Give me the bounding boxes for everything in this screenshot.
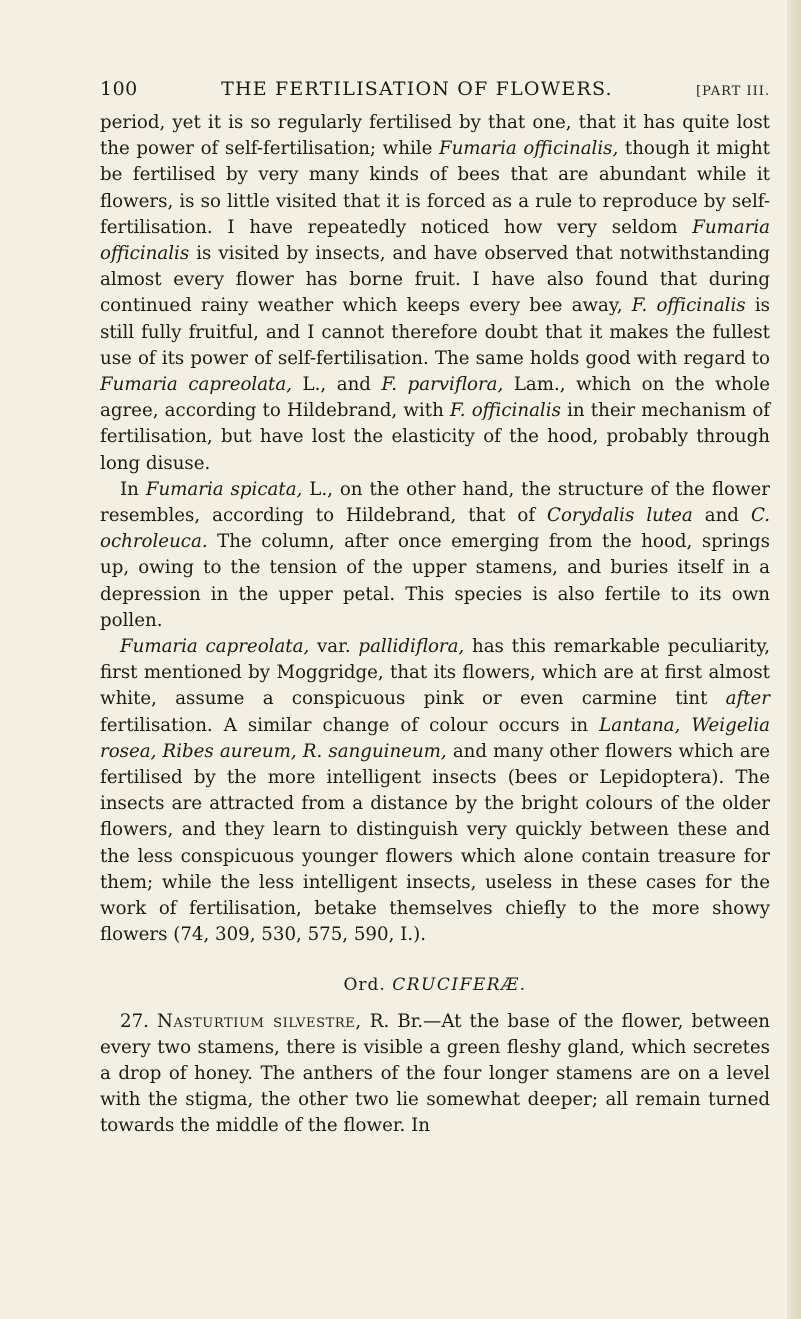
text-run: L., and — [292, 374, 382, 396]
species-name: Nasturtium silvestre, — [156, 1010, 362, 1032]
order-name: CRUCIFERÆ. — [392, 974, 527, 995]
page-edge — [787, 0, 801, 1319]
text-run: The column, after once emerging from the hood, springs up, owing to the tension of the upper stamens, and buries itself in a depression in the upper petal. This species is also fertile to its own pollen. — [100, 531, 770, 631]
book-page — [100, 78, 770, 1140]
running-title: THE FERTILISATION OF FLOWERS. — [221, 78, 613, 100]
italic-name: Fumaria officinalis, — [438, 138, 619, 160]
text-run: and — [692, 505, 751, 527]
text-run: though it might be fertilised by very many kinds of bees that are abundant while it flowers, is so little visited that it is forced as a rule to reproduce by self-fertilisation. I have repeatedly noticed how very seldom — [100, 138, 770, 238]
italic-name: Fumaria capreolata, — [120, 636, 310, 658]
paragraph-nasturtium — [100, 1009, 770, 1140]
order-prefix: Ord. — [343, 974, 386, 995]
text-run: L., on the other hand, the structure of the flower resembles, according to Hildebrand, that of — [100, 478, 770, 527]
italic-name: Fumaria officinalis — [100, 216, 770, 265]
text-run: is still fully fruitful, and I cannot therefore doubt that it makes the fullest use of its power of self-fertilisation. The same holds good with regard to — [100, 295, 770, 369]
italic-name: F. parviflora, — [381, 374, 504, 396]
entry-text: —At the base of the flower, between every two stamens, there is visible a green fleshy gland, which secretes a drop of honey. The anthers of the four longer stamens are on a level with the stigma, the other two lie somewhat deeper; all remain turned towards the middle of the flower. In — [100, 1010, 770, 1137]
text-run: In — [120, 478, 146, 500]
entry-number: 27. — [120, 1010, 149, 1032]
text-run: is visited by insects, and have observed that notwithstanding almost every flower has borne fruit. I have also found that during continued rainy weather which keeps every bee away, — [100, 243, 770, 317]
text-run: var. — [309, 636, 359, 658]
paragraph-fumaria-spicata — [100, 477, 770, 634]
italic-name: pallidiflora, — [358, 636, 465, 658]
paragraph-fumaria-capreolata — [100, 634, 770, 948]
order-heading — [100, 975, 770, 995]
page-number: 100 — [100, 78, 138, 100]
italic-name: Fumaria spicata, — [145, 478, 303, 500]
italic-name: F. officinalis — [449, 400, 561, 422]
running-header — [100, 78, 770, 100]
italic-name: C. ochroleuca. — [100, 505, 770, 553]
italic-name: Lantana, Weigelia rosea, Ribes aureum, R. sanguineum, — [100, 714, 770, 762]
page-body — [100, 110, 770, 1140]
italic-name: F. officinalis — [631, 295, 746, 317]
paragraph-fumaria-officinalis — [100, 110, 770, 477]
italic-name: after — [725, 688, 770, 710]
italic-name: Corydalis lutea — [547, 505, 693, 527]
species-authority: R. Br. — [361, 1010, 424, 1032]
text-run: Lam., which on the whole agree, according to Hildebrand, with — [100, 374, 770, 422]
text-run: fertilisation. A similar change of colour occurs in — [100, 714, 600, 736]
text-run: period, yet it is so regularly fertilised by that one, that it has quite lost the power of self-fertilisation; while — [100, 112, 770, 160]
text-run: and many other flowers which are fertilised by the more intelligent insects (bees or Lepidoptera). The insects are attracted from a distance by the bright colours of the older flowers, and they learn to distinguish very quickly between these and the less conspicuous younger flowers which alone contain treasure for them; while the less intelligent insects, useless in these cases for the work of fertilisation, betake themselves chiefly to the more showy flowers (74, 309, 530, 575, 590, I.). — [100, 740, 770, 946]
text-run: has this remarkable peculiarity, first mentioned by Moggridge, that its flowers, which are at first almost white, assume a conspicuous pink or even carmine tint — [100, 636, 770, 710]
part-label: [PART III. — [696, 84, 770, 99]
text-run: in their mechanism of fertilisation, but have lost the elasticity of the hood, probably through long disuse. — [100, 400, 771, 474]
italic-name: Fumaria capreolata, — [100, 374, 292, 396]
